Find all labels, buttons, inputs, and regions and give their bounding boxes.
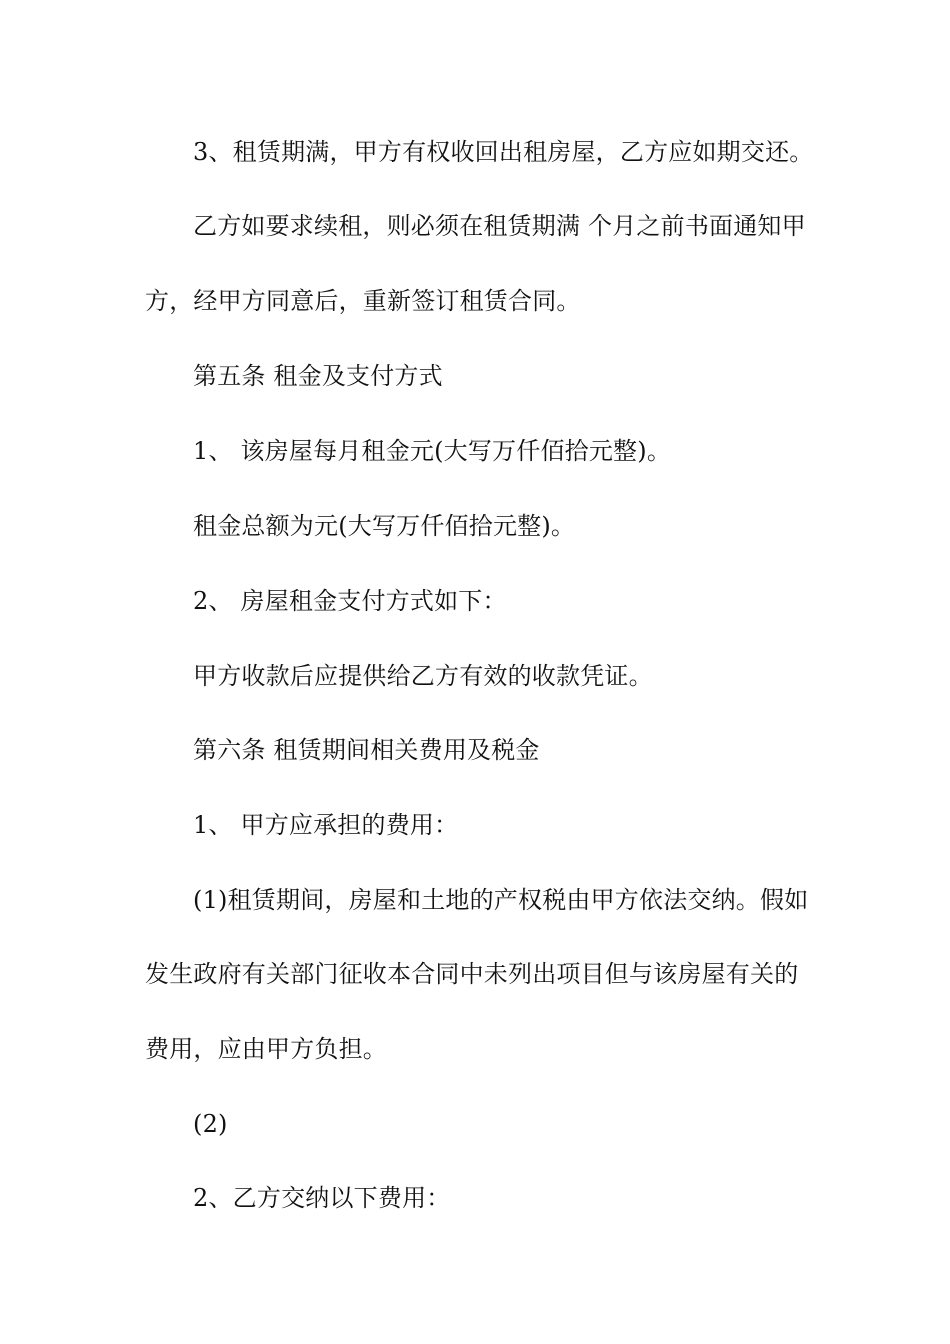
clause-property-tax-line-3: 费用，应由甲方负担。 xyxy=(145,1035,387,1063)
article-six-heading: 第六条 租赁期间相关费用及税金 xyxy=(193,736,540,764)
clause-property-tax-line-1: (1)租赁期间，房屋和土地的产权税由甲方依法交纳。假如 xyxy=(193,886,809,914)
clause-payment-method: 2、 房屋租金支付方式如下： xyxy=(193,587,507,615)
clause-lease-expiry: 3、租赁期满，甲方有权收回出租房屋，乙方应如期交还。 xyxy=(193,138,814,166)
clause-landlord-fees: 1、 甲方应承担的费用： xyxy=(193,811,459,839)
clause-property-tax-line-2: 发生政府有关部门征收本合同中未列出项目但与该房屋有关的 xyxy=(145,960,799,988)
clause-total-rent: 租金总额为元(大写万仟佰拾元整)。 xyxy=(193,512,576,540)
clause-item-2: (2) xyxy=(193,1110,228,1138)
clause-tenant-fees: 2、乙方交纳以下费用： xyxy=(193,1184,451,1212)
clause-renewal-line-2: 方，经甲方同意后，重新签订租赁合同。 xyxy=(145,287,581,315)
clause-monthly-rent: 1、 该房屋每月租金元(大写万仟佰拾元整)。 xyxy=(193,437,672,465)
clause-receipt: 甲方收款后应提供给乙方有效的收款凭证。 xyxy=(193,662,653,690)
clause-renewal-line-1: 乙方如要求续租，则必须在租赁期满 个月之前书面通知甲 xyxy=(193,212,806,240)
article-five-heading: 第五条 租金及支付方式 xyxy=(193,362,443,390)
